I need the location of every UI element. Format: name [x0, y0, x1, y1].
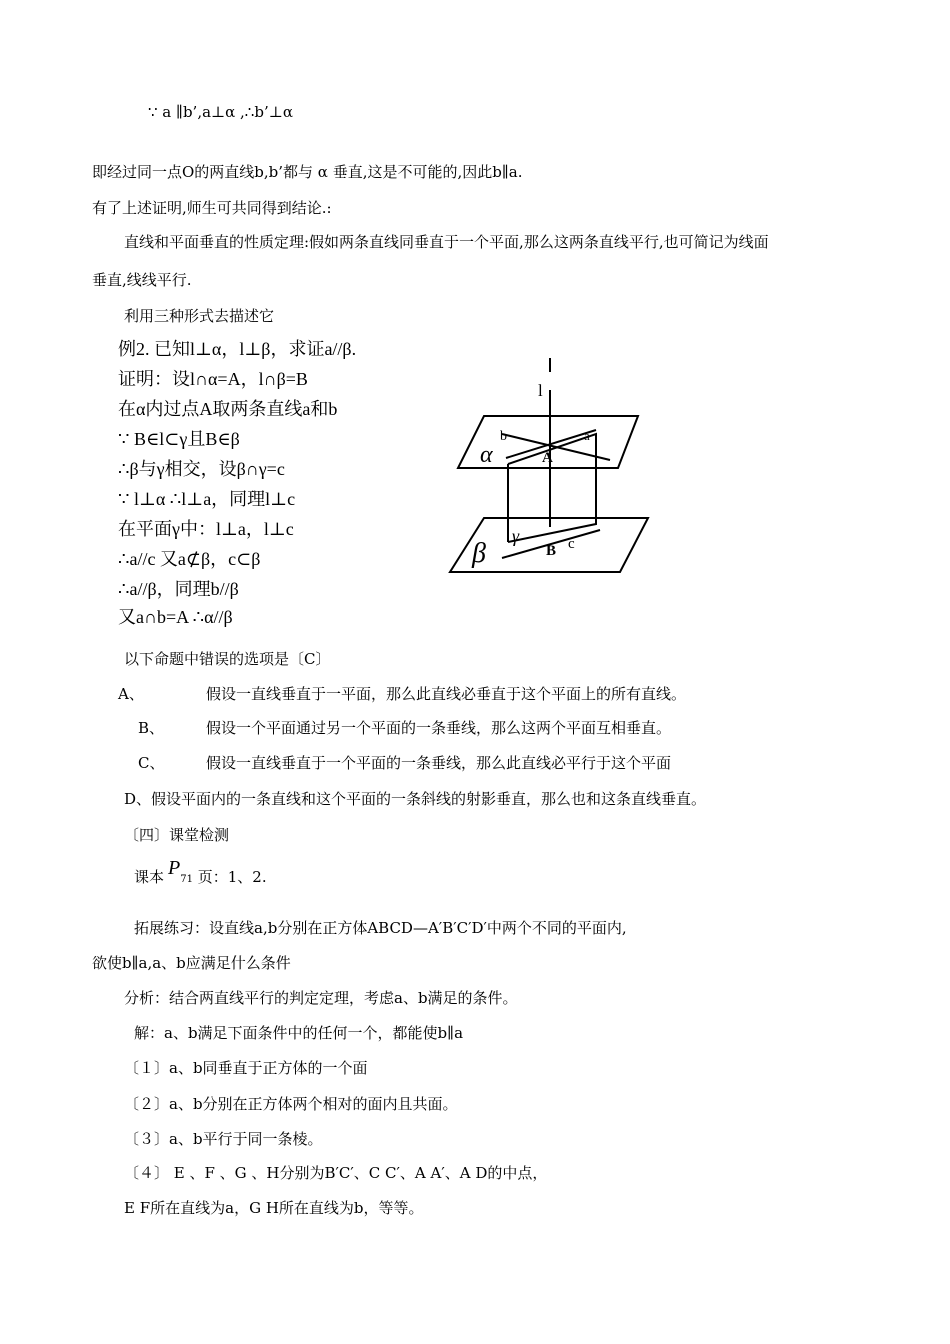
proof-line: 在α内过点A取两条直线a和b: [118, 399, 338, 419]
label-a: a: [584, 428, 590, 443]
question-line: 以下命题中错误的选项是〔C〕: [124, 650, 331, 668]
textbook-sub: 71: [180, 874, 193, 885]
label-c: c: [568, 536, 575, 552]
proof-line: ∵ l⊥α ∴l⊥a，同理l⊥c: [118, 489, 296, 509]
textbook-P: P: [168, 857, 181, 879]
proof-line: 在平面γ中：l⊥a，l⊥c: [118, 519, 294, 539]
label-beta: β: [472, 538, 486, 569]
theorem-line-2: 垂直,线线平行.: [92, 271, 192, 289]
solution-line: 解：a、b满足下面条件中的任何一个，都能使b∥a: [134, 1024, 464, 1042]
analysis-line: 分析：结合两直线平行的判定定理，考虑a、b满足的条件。: [124, 989, 518, 1007]
conclusion-line-1: 即经过同一点O的两直线b,b’都与 α 垂直,这是不可能的,因此b∥a.: [92, 163, 523, 181]
option-b-text: 假设一个平面通过另一个平面的一条垂线，那么这两个平面互相垂直。: [206, 719, 672, 737]
conclusion-line-2: 有了上述证明,师生可共同得到结论.:: [92, 199, 332, 217]
textbook-line: [134, 857, 267, 890]
theorem-line-1: 直线和平面垂直的性质定理:假如两条直线同垂直于一个平面,那么这两条直线平行,也可简记为线面: [124, 233, 769, 251]
extension-line-1: 拓展练习：设直线a,b分别在正方体ABCD—A′B′C′D′中两个不同的平面内,: [134, 919, 627, 937]
textbook-prefix: 课本: [134, 868, 165, 886]
option-d-line: D、假设平面内的一条直线和这个平面的一条斜线的射影垂直，那么也和这条直线垂直。: [124, 790, 707, 808]
because-text: ∵ a ∥b’,a⊥α ,∴b’⊥α: [148, 103, 293, 121]
option-b-letter: B、: [138, 719, 165, 737]
planes-figure: [440, 352, 670, 582]
option-a-text: 假设一直线垂直于一平面，那么此直线必垂直于这个平面上的所有直线。: [206, 685, 687, 703]
because-line: [148, 102, 293, 122]
section-check-title: 〔四〕课堂检测: [124, 826, 230, 844]
proof-line: ∴β与γ相交，设β∩γ=c: [118, 459, 285, 479]
condition-5: E F所在直线为a，G H所在直线为b，等等。: [124, 1199, 424, 1217]
extension-line-2: 欲使b∥a,a、b应满足什么条件: [92, 954, 291, 972]
label-l: l: [538, 381, 543, 400]
condition-1: 〔１〕a、b同垂直于正方体的一个面: [124, 1059, 368, 1077]
label-alpha: α: [480, 442, 493, 468]
proof-line: 证明：设l∩α=A，l∩β=B: [118, 369, 308, 389]
condition-4: 〔４〕 E 、F 、G 、H分别为B′C′、C C′、A A′、A D的中点，: [124, 1164, 548, 1182]
condition-3: 〔３〕a、b平行于同一条棱。: [124, 1130, 323, 1148]
proof-line: 又a∩b=A ∴α//β: [118, 607, 233, 627]
option-c-text: 假设一直线垂直于一个平面的一条垂线，那么此直线必平行于这个平面: [206, 754, 672, 772]
label-b: b: [500, 429, 507, 444]
proof-line: ∴a//c 又a⊄β，c⊂β: [118, 549, 261, 569]
label-A: A: [542, 450, 553, 466]
condition-2: 〔２〕a、b分别在正方体两个相对的面内且共面。: [124, 1095, 458, 1113]
proof-line: 例2. 已知l⊥α，l⊥β，求证a//β.: [118, 339, 357, 359]
label-B: B: [546, 543, 557, 559]
option-c-letter: C、: [138, 754, 165, 772]
three-forms-line: 利用三种形式去描述它: [124, 307, 275, 325]
option-a-letter: A、: [118, 685, 144, 703]
proof-line: ∴a//β，同理b//β: [118, 579, 239, 599]
textbook-suffix: 页：1、2.: [197, 868, 267, 886]
proof-line: ∵ B∈l⊂γ且B∈β: [118, 429, 240, 449]
label-gamma: γ: [512, 526, 520, 546]
